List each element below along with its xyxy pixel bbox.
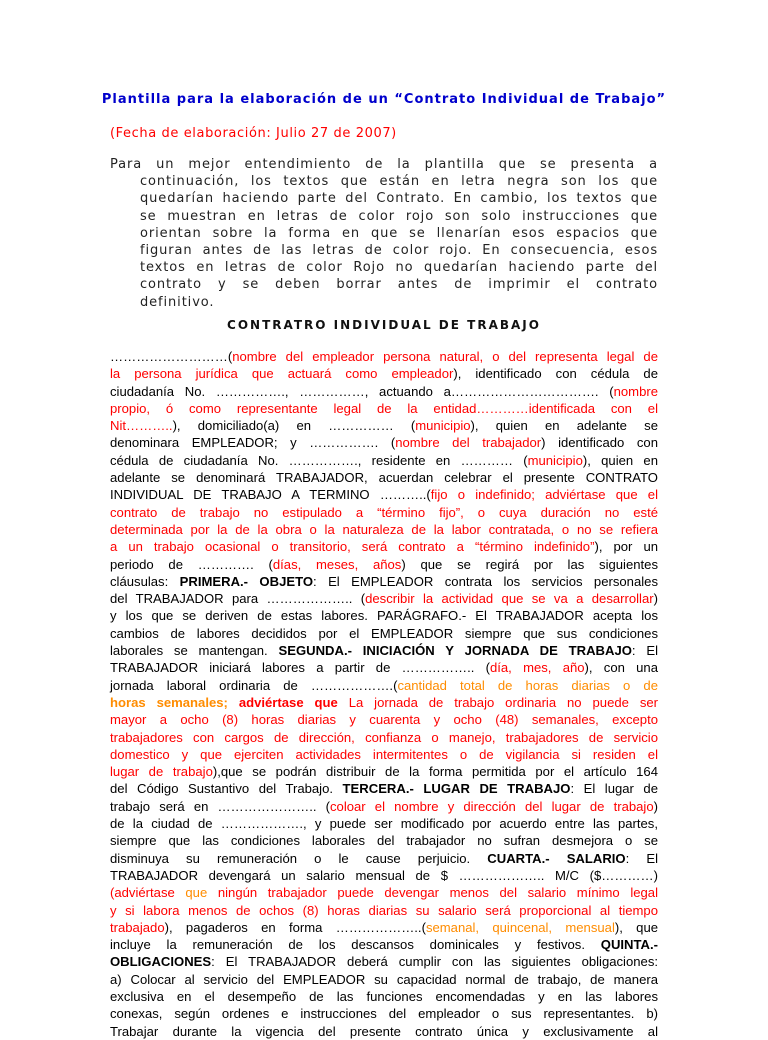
intro-line: continuación, los textos que están en letra negra son los que <box>140 174 658 190</box>
text-run: ), que <box>614 919 659 935</box>
text-run: ), domiciliado(a) en …………… ( <box>172 418 416 434</box>
text-run: del Código Sustantivo del Trabajo. <box>110 781 343 797</box>
text-run: Nit……….. <box>110 418 173 434</box>
text-run: domestico y que ejerciten actividades intermitentes o de vigilancia si residen el <box>110 746 658 762</box>
text-run: determinada por la de la obra o la naturaleza de la labor contratada, o no se refiera <box>110 521 658 537</box>
text-run: ningún trabajador puede devengar menos del salario mínimo legal <box>207 885 658 901</box>
contract-line <box>110 971 658 988</box>
text-run: Trabajar durante la vigencia del presente contrato única y exclusivamente al <box>110 1023 658 1039</box>
text-run: municipio <box>415 418 471 434</box>
text-run: ), quien en adelante se <box>470 418 658 434</box>
text-run: cédula de ciudadanía No. ……………., residente en ………… ( <box>110 452 528 468</box>
contract-line <box>110 729 658 746</box>
contract-line <box>110 694 658 711</box>
text-run: ), pagaderos en forma ………………..( <box>164 919 426 935</box>
text-run: denominara EMPLEADOR; y ……………. ( <box>110 435 396 451</box>
text-run: TRABAJADOR devengará un salario mensual de $ ……………….. M/C ($…………) <box>110 867 658 883</box>
text-run: ciudadanía No. ……………., ……………, actuando a……………………………. ( <box>110 383 614 399</box>
text-run: SEGUNDA.- INICIACIÓN Y JORNADA DE TRABAJO <box>278 643 632 659</box>
contract-line <box>110 659 658 676</box>
contract-line <box>110 452 658 469</box>
text-run: ) <box>653 798 658 814</box>
contract-line <box>110 538 658 555</box>
contract-line <box>110 677 658 694</box>
text-run: OBLIGACIONES <box>110 954 212 970</box>
contract-line <box>110 884 658 901</box>
contract-line <box>110 850 658 867</box>
text-run: ), quien en <box>582 452 658 468</box>
text-run: nombre <box>613 383 658 399</box>
text-run: ) <box>653 591 658 607</box>
contract-line <box>110 521 658 538</box>
text-run: cambios de labores decididos por el EMPLEADOR siempre que sus condiciones <box>110 625 658 641</box>
text-run: jornada laboral ordinaria de ……………….( <box>110 677 398 693</box>
text-run: semanal, quincenal, mensual <box>425 919 615 935</box>
intro-paragraph <box>110 156 658 311</box>
text-run: del TRABAJADOR para ……………….. ( <box>110 591 366 607</box>
text-run: adelante se denominará TRABAJADOR, acuerdan celebrar el presente CONTRATO <box>110 470 658 486</box>
intro-line: definitivo. <box>140 294 215 310</box>
text-run: y los que se deriven de estas labores. PARÁGRAFO.- El TRABAJADOR acepta los <box>110 608 658 624</box>
text-run: laborales se mantengan. <box>110 643 279 659</box>
contract-line <box>110 919 658 936</box>
contract-line <box>110 867 658 884</box>
text-run: INDIVIDUAL DE TRABAJO A TERMINO ………..( <box>110 487 431 503</box>
text-run: : El <box>631 643 658 659</box>
creation-date: (Fecha de elaboración: Julio 27 de 2007) <box>110 126 397 141</box>
contract-line <box>110 348 658 365</box>
contract-line <box>110 832 658 849</box>
text-run: coloar el nombre y dirección del lugar de trabajo <box>329 798 654 814</box>
text-run: ), con una <box>584 660 658 676</box>
text-run: cláusulas: <box>110 573 180 589</box>
contract-line <box>110 504 658 521</box>
text-run: contrato de trabajo no estipulado a “término fijo”, o cuya duración no esté <box>110 504 658 520</box>
text-run: QUINTA.- <box>600 937 658 953</box>
text-run: trabajado <box>110 919 165 935</box>
text-run: ), por un <box>594 539 659 555</box>
text-run: municipio <box>527 452 583 468</box>
text-run: periodo de …………. ( <box>110 556 273 572</box>
text-run: ) identificado con <box>541 435 658 451</box>
contract-line <box>110 556 658 573</box>
contract-line <box>110 1023 658 1040</box>
contract-heading: CONTRATRO INDIVIDUAL DE TRABAJO <box>227 318 541 332</box>
text-run: : El <box>625 850 658 866</box>
text-run: propio, ó como representante legal de la entidad…………identificada con el <box>110 400 658 416</box>
contract-line <box>110 815 658 832</box>
text-run: que <box>185 885 208 901</box>
text-run: fijo o indefinido; adviértase que el <box>430 487 659 503</box>
document-title: Plantilla para la elaboración de un “Contrato Individual de Trabajo” <box>101 92 667 107</box>
contract-line <box>110 798 658 815</box>
intro-line: contrato y se deben borrar antes de imprimir el contrato <box>140 277 658 293</box>
text-run: : El EMPLEADOR contrata los servicios personales <box>313 573 658 589</box>
text-run: TERCERA.- LUGAR DE TRABAJO <box>342 781 571 797</box>
contract-line <box>110 417 658 434</box>
text-run: incluye la remuneración de los descansos dominicales y festivos. <box>110 937 601 953</box>
text-run: conexas, según ordenes e instrucciones del empleador o sus representantes. b) <box>110 1006 658 1022</box>
contract-line <box>110 953 658 970</box>
text-run: nombre del empleador persona natural, o del representa legal de <box>232 349 658 364</box>
contract-line <box>110 383 658 400</box>
contract-line <box>110 469 658 486</box>
text-run: : El TRABAJADOR deberá cumplir con las siguientes obligaciones: <box>211 954 658 970</box>
contract-line <box>110 711 658 728</box>
intro-line: figuran antes de las letras de color rojo. En consecuencia, esos <box>140 243 658 259</box>
text-run: trabajo será en ………………….. ( <box>110 798 330 814</box>
contract-line <box>110 642 658 659</box>
text-run: La jornada de trabajo ordinaria no puede ser <box>348 694 659 710</box>
text-run: exclusiva en el desempeño de las funciones encomendadas y en las labores <box>110 988 658 1004</box>
text-run: a un trabajo ocasional o transitorio, será contrato a “término indefinido” <box>110 539 595 555</box>
contract-line <box>110 746 658 763</box>
text-run: de la ciudad de ………………., y puede ser modificado por acuerdo entre las partes, <box>110 816 658 832</box>
contract-line <box>110 625 658 642</box>
text-run: ) que se regirá por las siguientes <box>401 556 658 572</box>
contract-line <box>110 365 658 382</box>
text-run: : El lugar de <box>570 781 658 797</box>
contract-line <box>110 590 658 607</box>
text-run: días, meses, años <box>272 556 402 572</box>
text-run: siempre que las condiciones laborales del trabajador no sufran desmejora o se <box>110 833 658 849</box>
contract-line <box>110 936 658 953</box>
text-run: cantidad total de horas diarias o de <box>397 677 658 693</box>
contract-line <box>110 988 658 1005</box>
text-run: la persona jurídica que actuará como empleador <box>110 366 454 382</box>
contract-line <box>110 902 658 919</box>
text-run: CUARTA.- SALARIO <box>487 850 626 866</box>
contract-line <box>110 1005 658 1022</box>
intro-line: textos en letras de color Rojo no quedarían haciendo parte del <box>140 260 658 276</box>
text-run: lugar de trabajo <box>110 764 213 780</box>
text-run: trabajadores con cargos de dirección, confianza o manejo, trabajadores de servicio <box>110 729 658 745</box>
contract-line <box>110 434 658 451</box>
intro-line: Para un mejor entendimiento de la plantilla que se presenta a <box>110 157 658 172</box>
contract-line <box>110 573 658 590</box>
text-run: (adviértase <box>110 885 186 901</box>
contract-line <box>110 763 658 780</box>
text-run: a) Colocar al servicio del EMPLEADOR su capacidad normal de trabajo, de manera <box>110 971 658 987</box>
contract-line <box>110 607 658 624</box>
text-run: día, mes, año <box>489 660 585 676</box>
intro-line: se muestran en letras de color rojo son solo instrucciones que <box>140 208 658 224</box>
text-run: PRIMERA.- OBJETO <box>179 573 314 589</box>
text-run: y si labora menos de ochos (8) horas diarias su salario será proporcional al tiempo <box>110 902 658 918</box>
text-run: TRABAJADOR iniciará labores a partir de …………….. ( <box>110 660 490 676</box>
contract-line <box>110 780 658 797</box>
text-run: ),que se podrán distribuir de la forma permitida por el artículo 164 <box>212 764 658 780</box>
contract-line <box>110 486 658 503</box>
text-run: mayor a ocho (8) horas diarias y cuarenta y ocho (48) semanales, excepto <box>110 712 658 728</box>
intro-line: orientan sobre la forma en que se llenarían esos espacios que <box>140 225 658 241</box>
contract-line <box>110 400 658 417</box>
text-run: disminuya su remuneración o le cause perjuicio. <box>110 850 488 866</box>
text-run: ………………………( <box>110 349 233 364</box>
text-run: describir la actividad que se va a desarrollar <box>365 591 654 607</box>
intro-line: quedarían haciendo parte del Contrato. En cambio, los textos que <box>140 191 658 207</box>
text-run: ), identificado con cédula de <box>453 366 658 382</box>
text-run: horas semanales; <box>110 694 239 710</box>
text-run: nombre del trabajador <box>395 435 542 451</box>
contract-body <box>110 348 658 1040</box>
text-run: adviértase que <box>238 694 349 710</box>
